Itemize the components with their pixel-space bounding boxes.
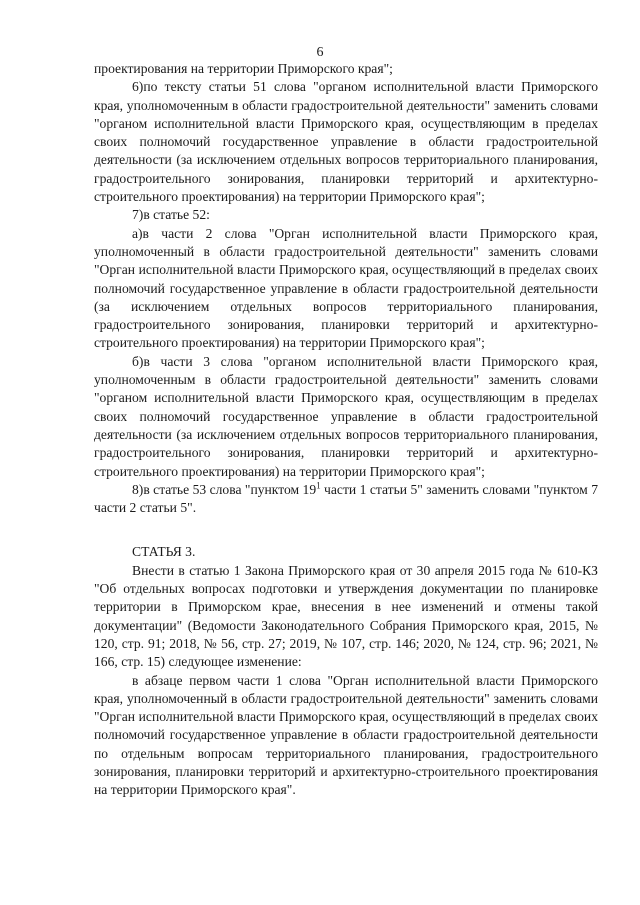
subitem-a: а)в части 2 слова "Орган исполнительной власти Приморского края, уполномоченный в области градостроительной деятельности" заменить словами "Орган исполнительной власти Приморского края, осуществляющий в пределах своих полномочий государственное управление в области градостроительной деятельности (за исключением отдельных вопросов территориального планирования, градостроительного зонирования, планировки территорий и архитектурно-строительного проектирования) на территории Приморского края"; — [94, 225, 598, 351]
list-item-8 — [94, 481, 598, 518]
article-3-amendment: в абзаце первом части 1 слова "Орган исполнительной власти Приморского края, уполномоченный в области градостроительной деятельности" заменить словами "Орган исполнительной власти Приморского края, осуществляющий в пределах своих полномочий государственное управление в области градостроительной деятельности по отдельным вопросам территориального планирования, градостроительного зонирования, планировки территорий и архитектурно-строительного проектирования на территории Приморского края". — [94, 672, 598, 798]
list-item-6: 6)по тексту статьи 51 слова "органом исполнительной власти Приморского края, уполномоченным в области градостроительной деятельности" заменить словами "органом исполнительной власти Приморского края, осуществляющим в пределах своих полномочий государственное управление в области градостроительной деятельности (за исключением отдельных вопросов территориального планирования, градостроительного зонирования, планировки территорий и архитектурно-строительного проектирования) на территории Приморского края"; — [94, 79, 598, 205]
item8-text-start: 8)в статье 53 слова "пунктом 19 — [132, 481, 317, 497]
document-body — [94, 60, 598, 800]
list-item-7: 7)в статье 52: — [132, 207, 210, 223]
article-3-heading: СТАТЬЯ 3. — [132, 544, 196, 560]
article-3-paragraph: Внести в статью 1 Закона Приморского края от 30 апреля 2015 года № 610-КЗ "Об отдельных вопросах подготовки и утверждения документации по планировке территории в Приморском крае, внесения в нее изменений и отмены такой документации" (Ведомости Законодательного Собрания Приморского края, 2015, № 120, стр. 91; 2018, № 56, стр. 27; 2019, № 107, стр. 146; 2020, № 124, стр. 96; 2021, № 166, стр. 15) следующее изменение: — [94, 562, 598, 670]
superscript-1: 1 — [316, 480, 321, 491]
subitem-b: б)в части 3 слова "органом исполнительной власти Приморского края, уполномоченным в области градостроительной деятельности" заменить словами "органом исполнительной власти Приморского края, осуществляющим в пределах своих полномочий государственное управление в области градостроительной деятельности (за исключением отдельных вопросов территориального планирования, градостроительного зонирования, планировки территорий и архитектурно-строительного проектирования) на территории Приморского края"; — [94, 353, 598, 479]
item8-text-end: части 1 статьи 5" заменить словами "пунктом 7 части 2 статьи 5". — [94, 481, 599, 516]
paragraph-continuation: проектирования на территории Приморского края"; — [94, 61, 393, 76]
page-number: 6 — [316, 45, 324, 60]
